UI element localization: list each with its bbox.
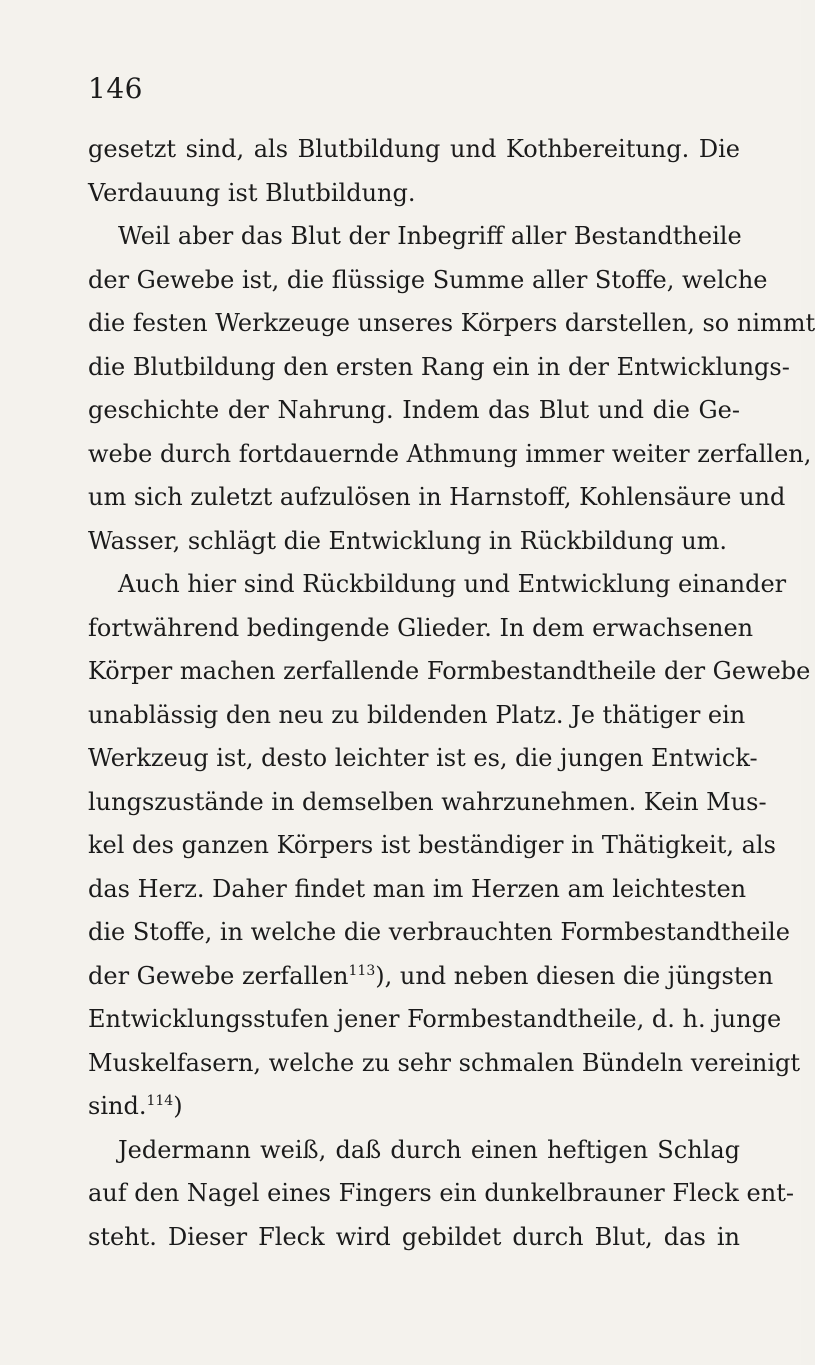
- text-line-content: Werkzeug ist, desto leichter ist es, die jungen Entwick-: [88, 744, 758, 772]
- page-number: 146: [88, 72, 143, 105]
- footnote-reference: 114: [146, 1093, 174, 1109]
- text-line: [88, 868, 747, 912]
- text-line-content: der Gewebe zerfallen: [88, 961, 349, 990]
- text-line-content: Muskelfasern, welche zu sehr schmalen Bündeln vereinigt: [88, 1048, 801, 1077]
- text-line-content: auf den Nagel eines Fingers ein dunkelbrauner Fleck ent-: [88, 1179, 794, 1207]
- text-line: [88, 911, 790, 955]
- text-line-content: sind.: [88, 1092, 147, 1120]
- text-line-content: die Blutbildung den ersten Rang ein in der Entwicklungs-: [88, 352, 790, 381]
- text-line: [88, 563, 787, 607]
- text-line: [88, 1042, 801, 1086]
- text-line: [88, 824, 776, 868]
- text-line: [88, 781, 767, 825]
- text-line: [88, 433, 812, 477]
- text-line: [88, 520, 740, 564]
- footnote-reference: 113: [348, 962, 376, 979]
- text-line-content: Körper machen zerfallende Formbestandtheile der Gewebe: [88, 657, 811, 685]
- text-line-content: Weil aber das Blut der Inbegriff aller Bestandtheile: [118, 222, 742, 250]
- text-line-content: lungszustände in demselben wahrzunehmen. Kein Mus-: [88, 787, 767, 816]
- text-line-content: die festen Werkzeuge unseres Körpers darstellen, so nimmt: [88, 309, 815, 337]
- text-line: [88, 694, 746, 738]
- text-line-content: Jedermann weiß, daß durch einen heftigen Schlag: [118, 1135, 740, 1164]
- text-line: [88, 1216, 740, 1260]
- body-text: [88, 128, 815, 1259]
- text-line-content: Wasser, schlägt die Entwicklung in Rückbildung um.: [88, 526, 728, 555]
- text-line-content: Verdauung ist Blutbildung.: [88, 178, 416, 207]
- text-line-content: kel des ganzen Körpers ist beständiger in Thätigkeit, als: [88, 831, 776, 859]
- text-line: [88, 607, 754, 651]
- text-line-continuation: ), und neben diesen die jüngsten: [375, 961, 774, 990]
- text-line: [88, 1172, 794, 1216]
- text-line-content: gesetzt sind, als Blutbildung und Kothbereitung. Die: [88, 135, 740, 163]
- text-line-continuation: ): [173, 1092, 183, 1120]
- text-line-content: fortwährend bedingende Glieder. In dem erwachsenen: [88, 613, 754, 642]
- text-line: [88, 346, 790, 390]
- text-line: [88, 1085, 740, 1129]
- text-line-content: webe durch fortdauernde Athmung immer weiter zerfallen,: [88, 439, 812, 468]
- text-line: [88, 302, 815, 346]
- text-line-content: das Herz. Daher findet man im Herzen am leichtesten: [88, 874, 747, 903]
- text-line: [88, 1129, 740, 1173]
- text-line: [88, 650, 811, 694]
- text-line-content: Auch hier sind Rückbildung und Entwicklung einander: [118, 570, 787, 598]
- text-line-content: geschichte der Nahrung. Indem das Blut und die Ge-: [88, 396, 740, 424]
- text-line: [88, 998, 782, 1042]
- text-line: [88, 955, 774, 999]
- text-line: [88, 215, 740, 259]
- text-line-content: unablässig den neu zu bildenden Platz. Je thätiger ein: [88, 700, 746, 729]
- text-line-content: die Stoffe, in welche die verbrauchten Formbestandtheile: [88, 918, 790, 946]
- text-line-content: um sich zuletzt aufzulösen in Harnstoff, Kohlensäure und: [88, 483, 786, 511]
- text-line: [88, 259, 768, 303]
- text-line-content: steht. Dieser Fleck wird gebildet durch Blut, das in: [88, 1222, 740, 1251]
- text-line: [88, 476, 786, 520]
- text-line: [88, 128, 740, 172]
- text-line: [88, 172, 740, 216]
- text-line-content: Entwicklungsstufen jener Formbestandtheile, d. h. junge: [88, 1005, 782, 1033]
- text-line: [88, 737, 758, 781]
- text-line-content: der Gewebe ist, die flüssige Summe aller Stoffe, welche: [88, 265, 768, 294]
- text-line: [88, 389, 740, 433]
